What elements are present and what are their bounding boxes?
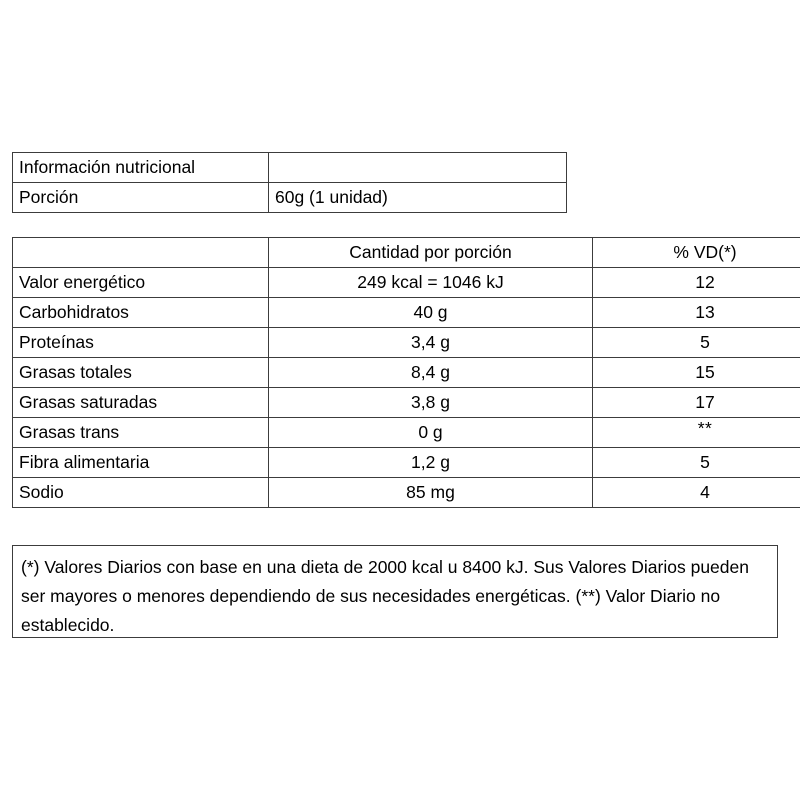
- nutrient-name: Carbohidratos: [13, 298, 269, 328]
- column-header-daily-value: % VD(*): [593, 238, 800, 268]
- nutrition-facts-body: [13, 268, 800, 508]
- nutrient-daily-value: [593, 418, 800, 448]
- daily-value-footnote-marker: **: [697, 417, 713, 438]
- nutrient-name: Sodio: [13, 478, 269, 508]
- table-row: [13, 183, 567, 213]
- summary-row-label: Porción: [13, 183, 269, 213]
- nutrient-amount: 85 mg: [269, 478, 593, 508]
- column-header-nutrient: [13, 238, 269, 268]
- nutrient-name: Grasas totales: [13, 358, 269, 388]
- nutrient-daily-value: 12: [593, 268, 800, 298]
- nutrient-daily-value: 5: [593, 448, 800, 478]
- summary-row-value: 60g (1 unidad): [269, 183, 567, 213]
- table-row: [13, 478, 800, 508]
- table-row: [13, 448, 800, 478]
- serving-summary-table: [12, 152, 567, 213]
- nutrient-daily-value: 4: [593, 478, 800, 508]
- nutrient-name: Grasas saturadas: [13, 388, 269, 418]
- nutrient-amount: 249 kcal = 1046 kJ: [269, 268, 593, 298]
- nutrient-amount: 0 g: [269, 418, 593, 448]
- nutrition-facts-header: [13, 238, 800, 268]
- table-row: [13, 418, 800, 448]
- nutrient-amount: 40 g: [269, 298, 593, 328]
- table-row: [13, 328, 800, 358]
- nutrient-amount: 3,8 g: [269, 388, 593, 418]
- nutrient-daily-value: 5: [593, 328, 800, 358]
- nutrient-name: Fibra alimentaria: [13, 448, 269, 478]
- nutrient-name: Proteínas: [13, 328, 269, 358]
- table-header-row: [13, 238, 800, 268]
- nutrient-daily-value: 13: [593, 298, 800, 328]
- footnote-box: [12, 545, 778, 638]
- nutrient-daily-value: 15: [593, 358, 800, 388]
- nutrient-amount: 8,4 g: [269, 358, 593, 388]
- nutrient-name: Valor energético: [13, 268, 269, 298]
- table-row: [13, 268, 800, 298]
- table-row: [13, 153, 567, 183]
- footnote-text: (*) Valores Diarios con base en una dieta de 2000 kcal u 8400 kJ. Sus Valores Diarios pueden ser mayores o menores dependiendo de sus necesidades energéticas. (**) Valor Diario no establecido.: [21, 557, 749, 635]
- serving-summary-body: [13, 153, 567, 213]
- table-row: [13, 358, 800, 388]
- summary-row-label: Información nutricional: [13, 153, 269, 183]
- table-row: [13, 298, 800, 328]
- nutrient-name: Grasas trans: [13, 418, 269, 448]
- nutrition-facts-table: [12, 237, 800, 508]
- table-row: [13, 388, 800, 418]
- column-header-amount: Cantidad por porción: [269, 238, 593, 268]
- summary-row-value: [269, 153, 567, 183]
- nutrient-amount: 1,2 g: [269, 448, 593, 478]
- nutrient-daily-value: 17: [593, 388, 800, 418]
- nutrient-amount: 3,4 g: [269, 328, 593, 358]
